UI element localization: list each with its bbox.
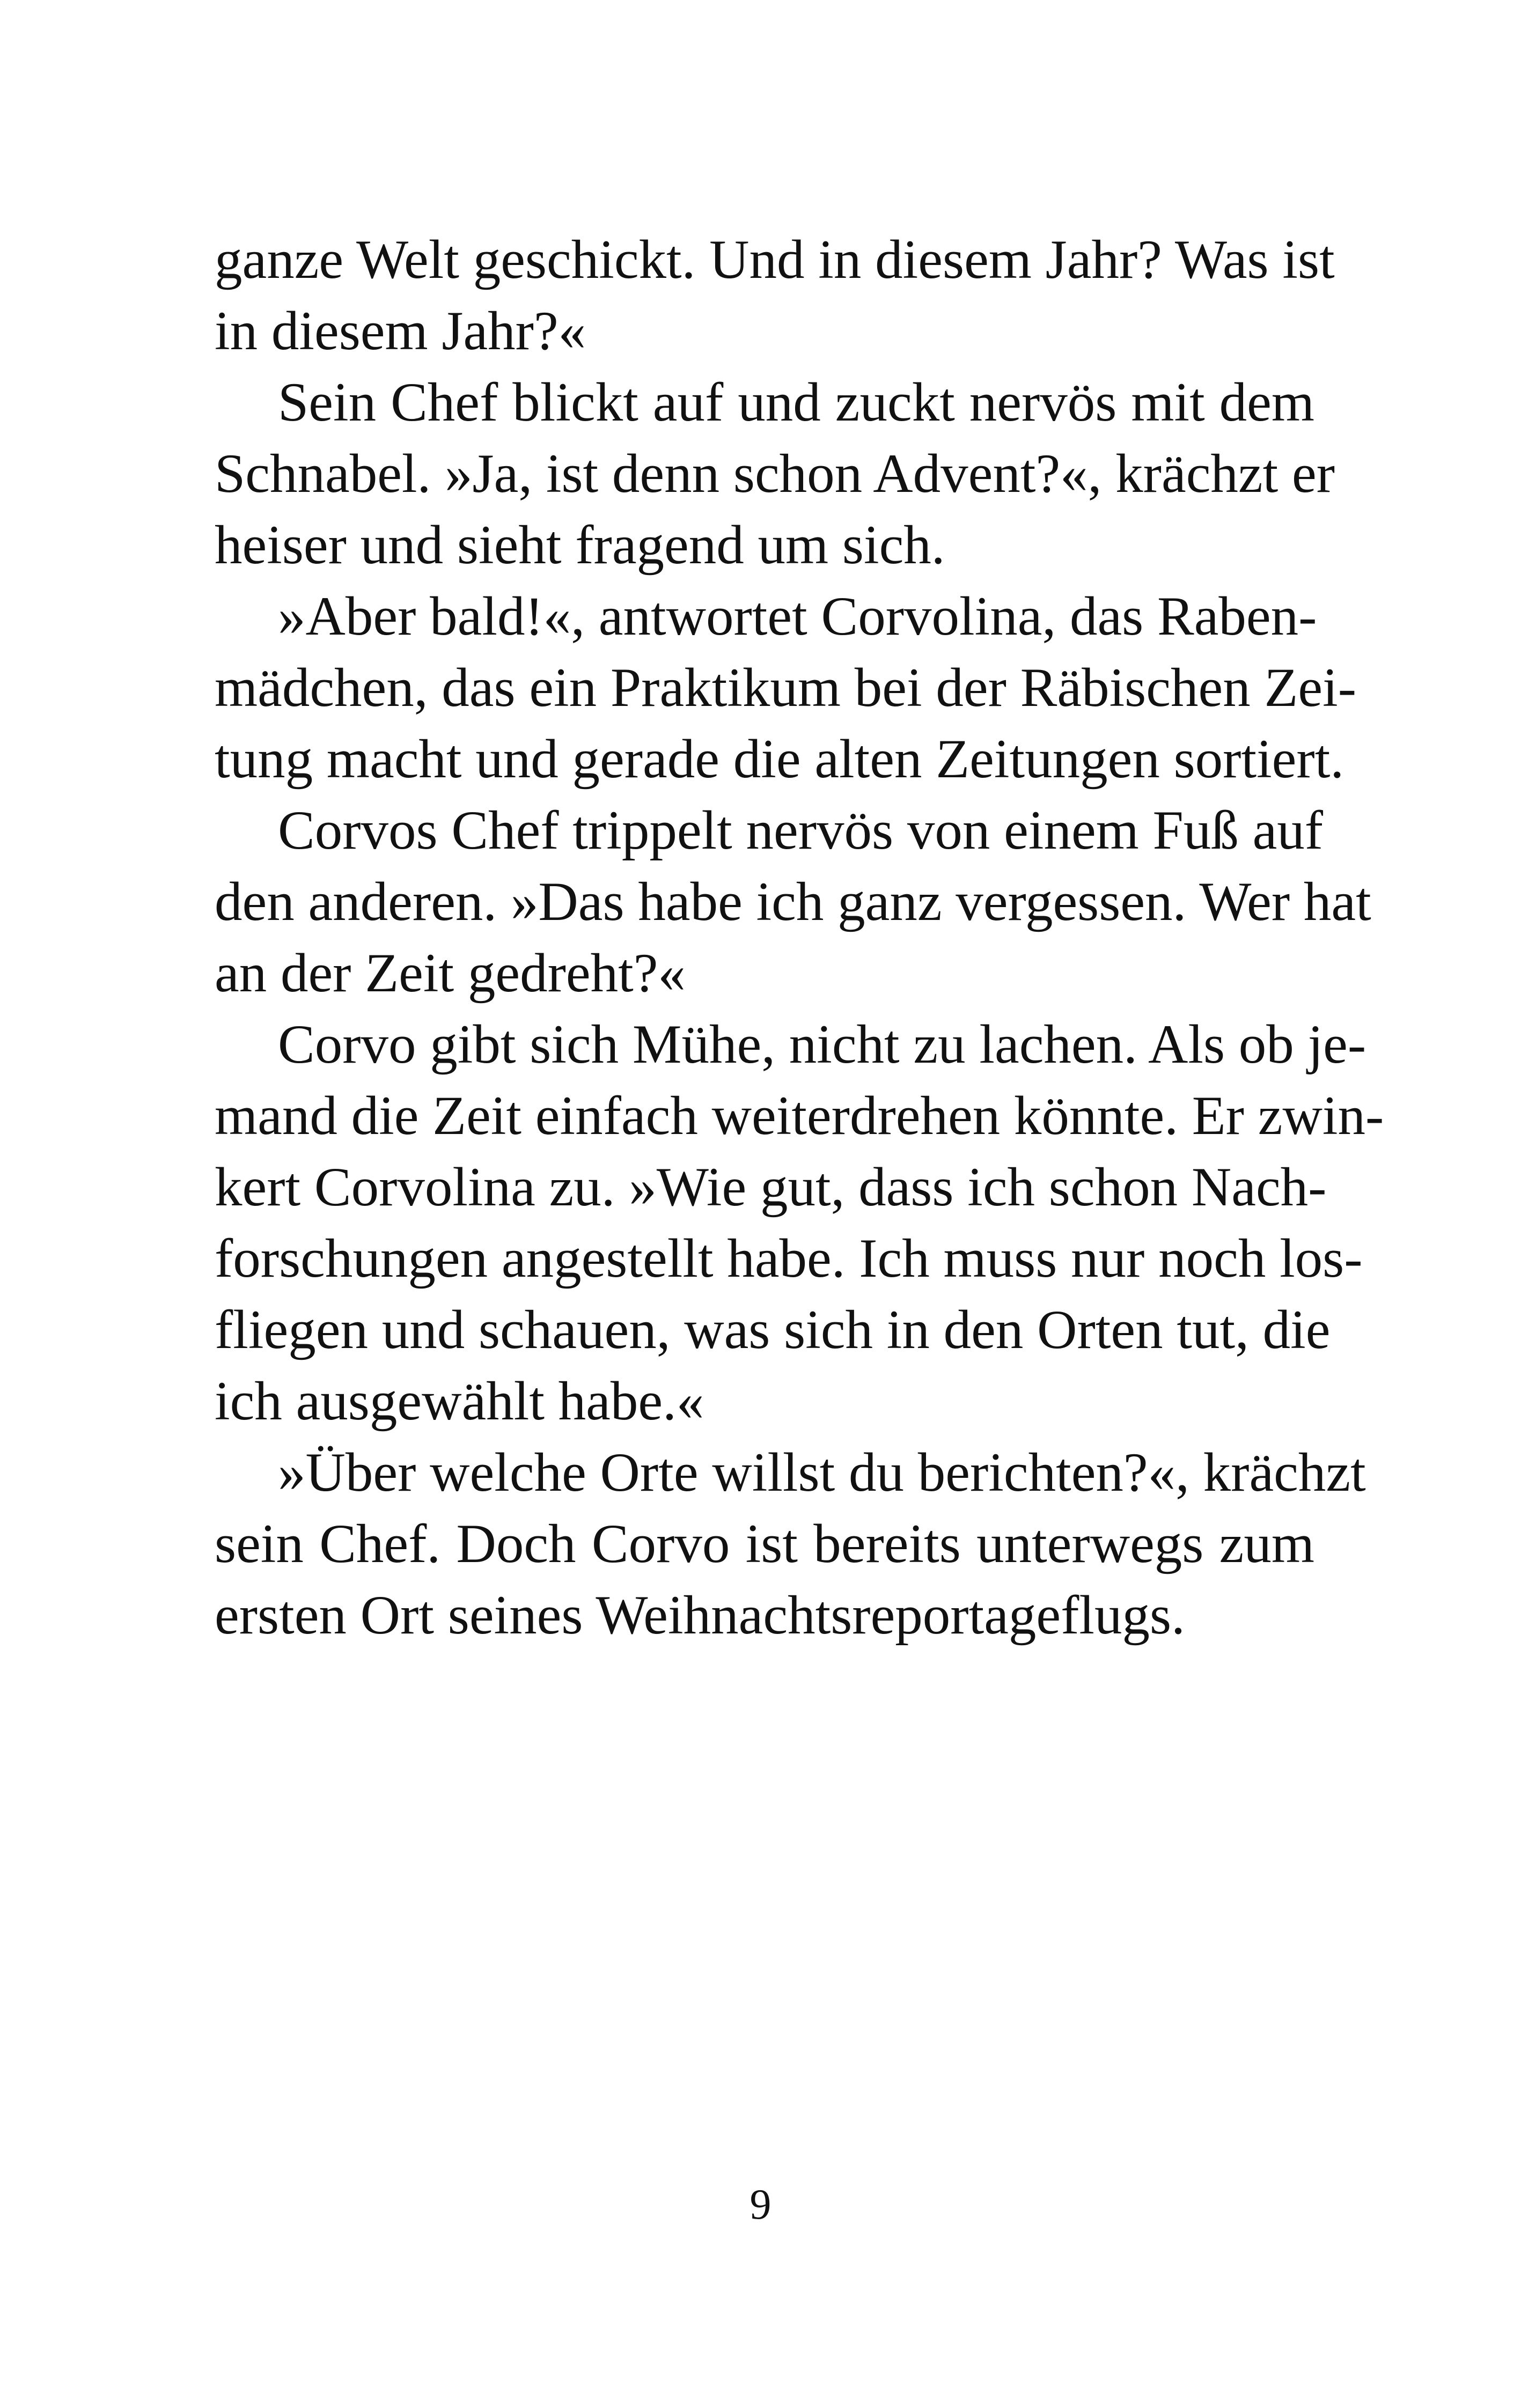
text-line: mädchen, das ein Praktikum bei der Räbischen Zei- — [215, 657, 1356, 718]
text-line: heiser und sieht fragend um sich. — [215, 514, 945, 576]
text-line: ersten Ort seines Weihnachtsreportageflugs. — [215, 1585, 1185, 1646]
text-line: Sein Chef blickt auf und zuckt nervös mit dem — [278, 372, 1314, 433]
text-line: Corvos Chef trippelt nervös von einem Fuß auf — [278, 800, 1324, 861]
text-line: sein Chef. Doch Corvo ist bereits unterwegs zum — [215, 1513, 1314, 1574]
text-line: »Aber bald!«, antwortet Corvolina, das Raben- — [278, 586, 1317, 647]
text-line: »Über welche Orte willst du berichten?«, krächzt — [278, 1442, 1366, 1503]
text-line: an der Zeit gedreht?« — [215, 942, 686, 1004]
text-line: den anderen. »Das habe ich ganz vergessen. Wer hat — [215, 871, 1371, 932]
text-line: tung macht und gerade die alten Zeitungen sortiert. — [215, 728, 1344, 790]
body-text — [215, 224, 1384, 1651]
text-line: kert Corvolina zu. »Wie gut, dass ich schon Nach- — [215, 1157, 1327, 1218]
text-line: ich ausgewählt habe.« — [215, 1371, 704, 1432]
text-line: ganze Welt geschickt. Und in diesem Jahr? Was ist — [215, 229, 1335, 290]
page-number: 9 — [750, 2181, 771, 2228]
text-line: Schnabel. »Ja, ist denn schon Advent?«, krächzt er — [215, 443, 1335, 504]
text-line: Corvo gibt sich Mühe, nicht zu lachen. Als ob je- — [278, 1014, 1366, 1075]
text-line: mand die Zeit einfach weiterdrehen könnte. Er zwin- — [215, 1085, 1384, 1146]
text-line: in diesem Jahr?« — [215, 300, 586, 362]
text-line: forschungen angestellt habe. Ich muss nur noch los- — [215, 1228, 1363, 1289]
text-line: fliegen und schauen, was sich in den Orten tut, die — [215, 1299, 1331, 1360]
